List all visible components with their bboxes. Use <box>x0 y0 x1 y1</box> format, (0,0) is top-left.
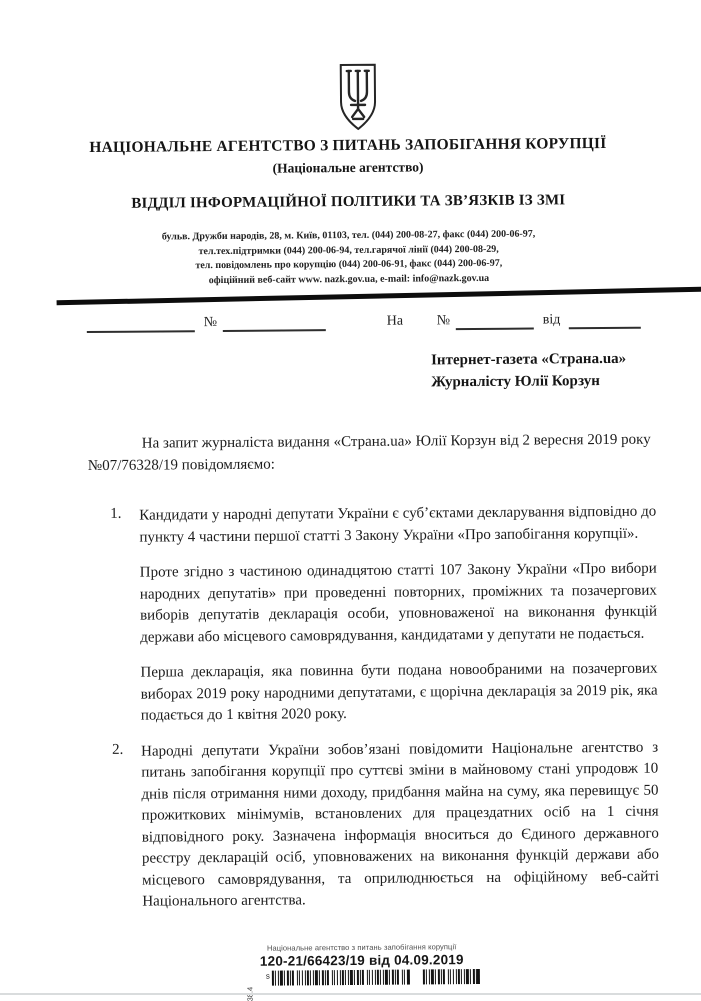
blank-incoming-number <box>456 311 534 331</box>
barcode-group <box>423 969 480 984</box>
contact-line: бульв. Дружби народів, 28, м. Київ, 01103, тел. (044) 200-08-27, факс (044) 200-06-97, <box>161 228 536 243</box>
contact-line: тел.тех.підтримки (044) 200-06-94, тел.гарячої лінії (044) 200-08-29, <box>198 243 499 257</box>
barcode-group <box>272 970 410 986</box>
agency-short-name: (Національне агентство) <box>272 159 424 176</box>
item-paragraph: Народні депутати України зобов’язані повідомити Національне агентство з питань запобігання корупції про суттєві зміни в майновому стані упродовж 10 днів після отримання ними доходу, придбання майна на суму, яка перевищує 50 прожиткових мінімумів, встановлених для працездатних осіб на 1 січня відповідного року. Зазначена інформація вноситься до Єдиного державного реєстру декларацій осіб, уповноважених на виконання функцій держави або місцевого самоврядування, та оприлюднюється на офіційному веб-сайті Національного агентства. <box>141 739 660 910</box>
stamp-side-time <box>245 982 254 1001</box>
barcode <box>244 969 480 987</box>
addressee-person: Журналісту Юлії Корзун <box>431 372 600 390</box>
numero-sign: № <box>436 313 451 329</box>
contact-line: тел. повідомлень про корупцію (044) 200-06-91, факс (044) 200-06-97, <box>195 257 503 272</box>
na-label: На <box>386 313 404 329</box>
header-rule <box>57 287 701 306</box>
numero-sign: № <box>203 315 218 331</box>
addressee-block <box>431 349 626 394</box>
item-paragraph: Проте згідно з частиною одинадцятою статті 107 Закону України «Про вибори народних депутатів» при проведенні повторних, проміжних та позачергових виборів депутатів декларація особи, уповноваженої на виконання функцій держави або місцевого самоврядування, кандидатами у депутати не подається. <box>139 560 658 646</box>
stamp-agency-line: Національне агентство з питань запобігання корупції <box>266 942 457 953</box>
contact-line: офіційний веб-сайт www. nazk.gov.ua, e-mail: info@nazk.gov.ua <box>208 272 490 286</box>
stamp-side-mark: s <box>265 971 270 981</box>
blank-outgoing-number <box>223 312 326 332</box>
blank-outgoing-date <box>87 313 195 333</box>
addressee-organization: Інтернет-газета «Страна.uа» <box>431 350 627 369</box>
contact-info <box>0 226 699 290</box>
vid-label: від <box>542 312 561 328</box>
intro-paragraph: На запит журналіста видання «Страна.uа» Юлії Корзун від 2 вересня 2019 року №07/76328/19 повідомляємо: <box>87 431 651 475</box>
registration-stamp <box>244 942 480 987</box>
list-item <box>112 737 659 913</box>
item-paragraph: Кандидати у народні депутати України є суб’єктами декларування відповідно до пункту 4 частини першої статті 3 Закону України «Про запобігання корупції». <box>139 503 657 546</box>
ukraine-trident-shield-icon <box>336 62 381 132</box>
numbered-list <box>110 502 659 928</box>
item-number: 2. <box>112 741 124 758</box>
agency-name: НАЦІОНАЛЬНЕ АГЕНТСТВО З ПИТАНЬ ЗАПОБІГАННЯ КОРУПЦІЇ <box>89 134 607 157</box>
department-name: ВІДДІЛ ІНФОРМАЦІЙНОЇ ПОЛІТИКИ ТА ЗВ’ЯЗКІВ ІЗ ЗМІ <box>131 192 566 212</box>
stamp-registration-number: 120-21/66423/19 від 04.09.2019 <box>259 952 464 969</box>
item-number: 1. <box>110 505 122 522</box>
list-item <box>110 502 658 728</box>
reference-row <box>0 309 700 341</box>
barcode-gap <box>410 969 423 984</box>
blank-incoming-date <box>569 310 641 330</box>
item-paragraph: Перша декларація, яка повинна бути подана новообраними на позачергових виборах 2019 року народними депутатами, є щорічна декларація за 2019 рік, яка подається до 1 квітня 2020 року. <box>140 660 658 724</box>
bottom-scan-line <box>0 993 701 995</box>
